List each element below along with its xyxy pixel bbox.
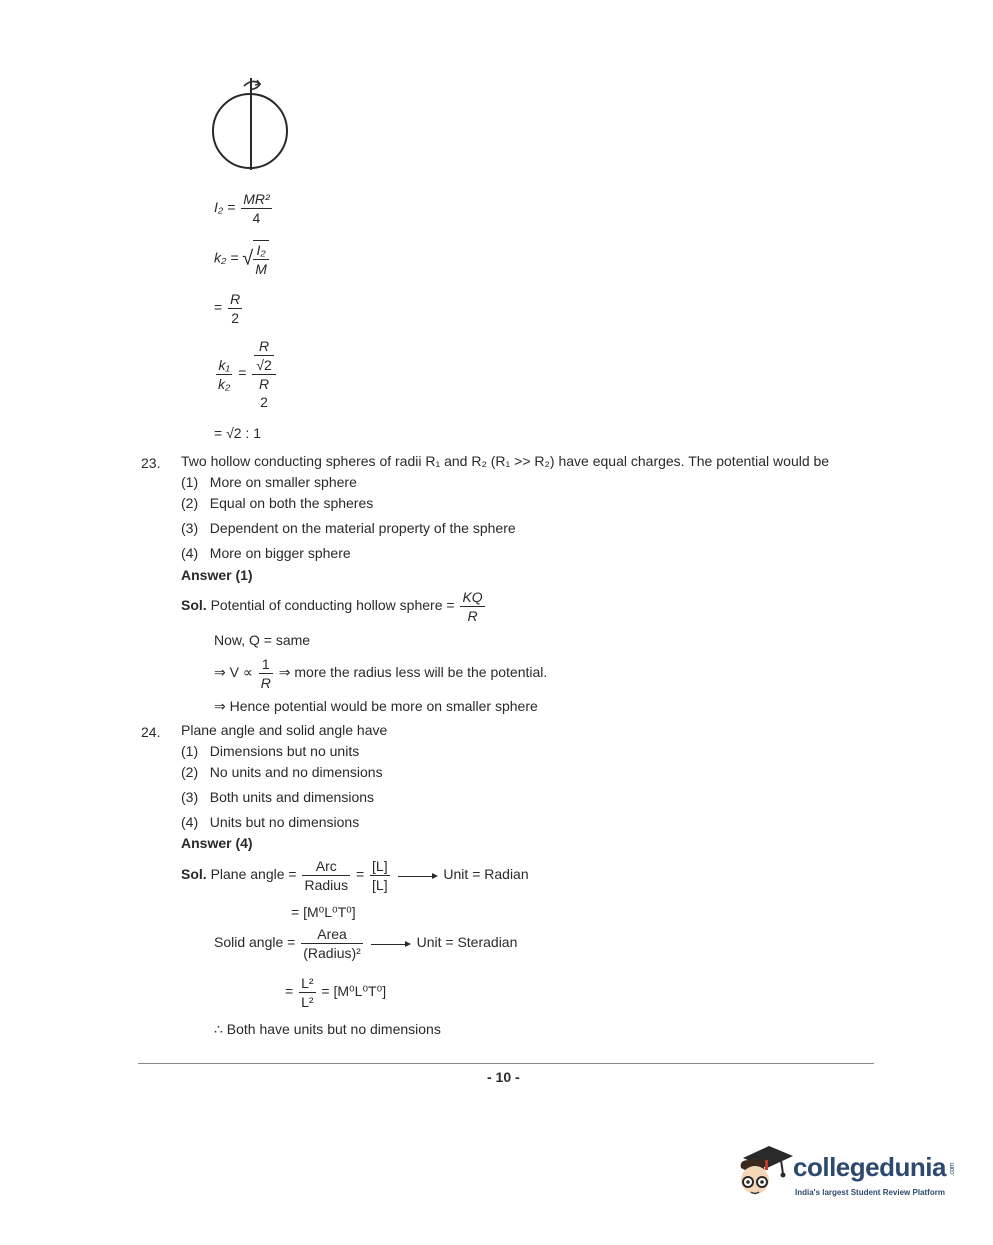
mascot-icon (735, 1138, 793, 1200)
kq-over-r (460, 588, 484, 625)
l2-num: L² (301, 975, 314, 991)
q23-now-line: Now, Q = same (214, 632, 311, 648)
q23-proportional-line (214, 655, 547, 692)
radius-squared: (Radius)² (303, 945, 361, 961)
q23-option-2 (181, 495, 373, 511)
r-over-2-fraction (228, 290, 242, 327)
kq-denominator: R (467, 608, 478, 624)
i2-lhs: I₂ = (214, 199, 236, 216)
l-num: [L] (372, 858, 388, 874)
k2-sqrt-numerator: I₂ (253, 241, 269, 260)
option-label: (3) (181, 520, 199, 536)
l2-over-l2 (299, 974, 315, 1011)
inner-top-r: R (254, 337, 273, 356)
q23-hence-line: ⇒ Hence potential would be more on smaller sphere (214, 698, 538, 714)
q23-option-3 (181, 520, 516, 536)
k-ratio-equation (214, 337, 278, 411)
option-label: (4) (181, 814, 199, 830)
l-den: [L] (372, 877, 388, 893)
q24-option-2 (181, 764, 383, 780)
option-text: No units and no dimensions (209, 764, 383, 780)
q24-option-1 (181, 743, 359, 759)
solid-dimension-line (285, 974, 386, 1011)
k-ratio-left (216, 356, 232, 393)
brand-tagline: India's largest Student Review Platform (795, 1188, 945, 1197)
final-ratio: = √2 : 1 (214, 425, 261, 441)
ring-rotation-diagram (200, 70, 300, 180)
i2-denominator: 4 (252, 210, 261, 226)
brand-name: collegedunia (793, 1152, 946, 1182)
option-text: More on bigger sphere (209, 545, 351, 561)
q24-option-3 (181, 789, 374, 805)
sol-label: Sol. (181, 597, 207, 614)
k2-sqrt-denominator: M (255, 261, 267, 277)
page-number: - 10 - (487, 1069, 520, 1085)
q23-number: 23. (141, 455, 161, 471)
option-label: (1) (181, 743, 199, 759)
solid-text: Solid angle = (214, 934, 296, 951)
k-ratio-inner-top (254, 337, 273, 374)
q24-plane-angle-line (181, 857, 529, 894)
option-label: (2) (181, 764, 199, 780)
arc: Arc (302, 857, 350, 876)
q23-answer: Answer (1) (181, 567, 253, 583)
q24-answer: Answer (4) (181, 835, 253, 851)
right-arrow-icon (398, 872, 438, 880)
option-text: More on smaller sphere (209, 474, 357, 490)
k-ratio-right-den (252, 375, 275, 411)
k2-sqrt-fraction (253, 240, 269, 278)
k2-lhs: k₂ = (214, 249, 239, 266)
plane-dimension: = [M⁰L⁰T⁰] (291, 904, 356, 920)
i2-equation (214, 190, 274, 227)
area-over-radius-sq (301, 925, 363, 962)
k-ratio-inner-bottom (257, 375, 271, 411)
solid-eq: = (285, 983, 294, 1000)
plane-text: Plane angle = (210, 866, 297, 883)
i2-fraction (241, 190, 271, 227)
sol-text: Potential of conducting hollow sphere = (210, 597, 455, 614)
k-ratio-right-num (252, 337, 275, 375)
l-over-l (370, 857, 390, 894)
plane-equals: = (355, 866, 365, 883)
k1-symbol: k₁ (216, 356, 232, 375)
plane-unit: Unit = Radian (443, 866, 529, 883)
r-over-2-denominator: 2 (231, 310, 240, 326)
option-text: Dependent on the material property of the sphere (209, 520, 516, 536)
q24-option-4 (181, 814, 359, 830)
prop-denominator: R (260, 675, 271, 691)
option-label: (4) (181, 545, 199, 561)
brand-wordmark (793, 1152, 959, 1183)
r-over-2-equation (214, 290, 244, 327)
k2-equation (214, 240, 271, 278)
option-text: Units but no dimensions (209, 814, 360, 830)
arc-over-radius (302, 857, 350, 894)
one-over-r (259, 655, 273, 692)
footer-divider (138, 1063, 874, 1064)
r-over-2-numerator: R (230, 291, 241, 307)
solid-unit: Unit = Steradian (416, 934, 518, 951)
sol-label: Sol. (181, 866, 207, 883)
ratio-equals: = (238, 364, 247, 381)
prop-suffix: ⇒ more the radius less will be the potential. (278, 664, 548, 681)
k2-symbol: k₂ (218, 375, 231, 392)
prop-prefix: ⇒ V ∝ (214, 664, 253, 681)
inner-bottom-2: 2 (260, 394, 268, 410)
q24-conclusion: ∴ Both have units but no dimensions (214, 1021, 441, 1037)
option-text: Equal on both the spheres (209, 495, 374, 511)
q23-option-1 (181, 474, 357, 490)
kq-numerator: KQ (462, 589, 483, 605)
l2-den: L² (301, 994, 314, 1010)
i2-numerator: MR² (243, 191, 270, 207)
q23-option-4 (181, 545, 351, 561)
area: Area (301, 925, 363, 944)
option-label: (2) (181, 495, 199, 511)
option-text: Dimensions but no units (209, 743, 360, 759)
option-label: (3) (181, 789, 199, 805)
inner-top-sqrt2: √2 (256, 357, 272, 373)
sqrt-symbol: √ (242, 247, 254, 270)
collegedunia-logo (735, 1138, 965, 1208)
q23-text: Two hollow conducting spheres of radii R₁ and R₂ (R₁ >> R₂) have equal charges. The potential would be (181, 453, 830, 469)
q23-solution-line (181, 588, 487, 625)
q24-solid-angle-line (214, 925, 517, 962)
k-ratio-right (252, 337, 275, 411)
r-over-2-prefix: = (214, 299, 223, 316)
option-label: (1) (181, 474, 199, 490)
brand-com: .com (949, 1162, 957, 1176)
solid-dim: = [M⁰L⁰T⁰] (321, 983, 387, 1000)
inner-bottom-r: R (258, 376, 270, 392)
q24-text: Plane angle and solid angle have (181, 722, 388, 738)
option-text: Both units and dimensions (209, 789, 375, 805)
prop-numerator: 1 (259, 655, 273, 674)
radius: Radius (304, 877, 349, 893)
q24-number: 24. (141, 724, 161, 740)
right-arrow-icon (371, 940, 411, 948)
